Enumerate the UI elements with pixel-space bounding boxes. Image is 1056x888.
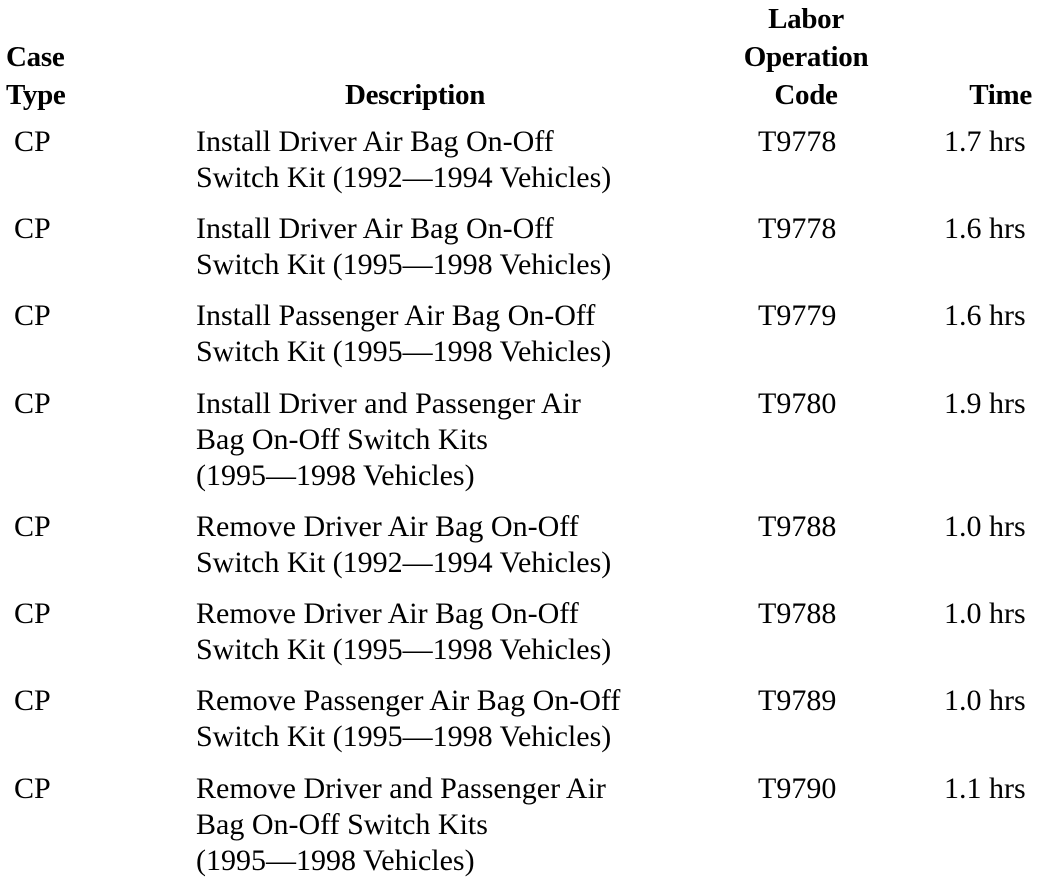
cell-labor-code: T9778 [758, 125, 837, 158]
cell-description: Remove Driver Air Bag On-Off Switch Kit (1995—1998 Vehicles) [196, 597, 612, 666]
cell-case-type: CP [14, 684, 51, 717]
cell-labor-code: T9789 [758, 684, 837, 717]
cell-case-type: CP [14, 125, 51, 158]
cell-time: 1.9 hrs [944, 387, 1026, 420]
cell-description: Install Driver and Passenger Air Bag On-Off Switch Kits (1995—1998 Vehicles) [196, 387, 581, 492]
cell-labor-code: T9778 [758, 212, 837, 245]
header-description: Description [344, 79, 486, 111]
cell-case-type: CP [14, 772, 51, 805]
cell-labor-code: T9779 [758, 299, 837, 332]
cell-time: 1.0 hrs [944, 684, 1026, 717]
header-case-type: Case Type [6, 41, 66, 111]
cell-description: Remove Driver and Passenger Air Bag On-Off Switch Kits (1995—1998 Vehicles) [196, 772, 606, 877]
cell-case-type: CP [14, 510, 51, 543]
cell-time: 1.6 hrs [944, 299, 1026, 332]
cell-time: 1.1 hrs [944, 772, 1026, 805]
header-labor-operation-code: Labor Operation Code [743, 3, 869, 111]
header-time: Time [969, 79, 1032, 111]
cell-time: 1.0 hrs [944, 597, 1026, 630]
cell-case-type: CP [14, 299, 51, 332]
cell-labor-code: T9790 [758, 772, 837, 805]
cell-description: Install Driver Air Bag On-Off Switch Kit (1995—1998 Vehicles) [196, 212, 612, 281]
cell-time: 1.6 hrs [944, 212, 1026, 245]
cell-case-type: CP [14, 597, 51, 630]
cell-time: 1.0 hrs [944, 510, 1026, 543]
cell-description: Install Passenger Air Bag On-Off Switch Kit (1995—1998 Vehicles) [196, 299, 612, 368]
cell-time: 1.7 hrs [944, 125, 1026, 158]
cell-labor-code: T9788 [758, 597, 837, 630]
cell-labor-code: T9780 [758, 387, 837, 420]
cell-description: Remove Driver Air Bag On-Off Switch Kit (1992—1994 Vehicles) [196, 510, 612, 579]
cell-case-type: CP [14, 387, 51, 420]
cell-case-type: CP [14, 212, 51, 245]
cell-description: Remove Passenger Air Bag On-Off Switch Kit (1995—1998 Vehicles) [196, 684, 621, 753]
cell-labor-code: T9788 [758, 510, 837, 543]
cell-description: Install Driver Air Bag On-Off Switch Kit (1992—1994 Vehicles) [196, 125, 612, 194]
